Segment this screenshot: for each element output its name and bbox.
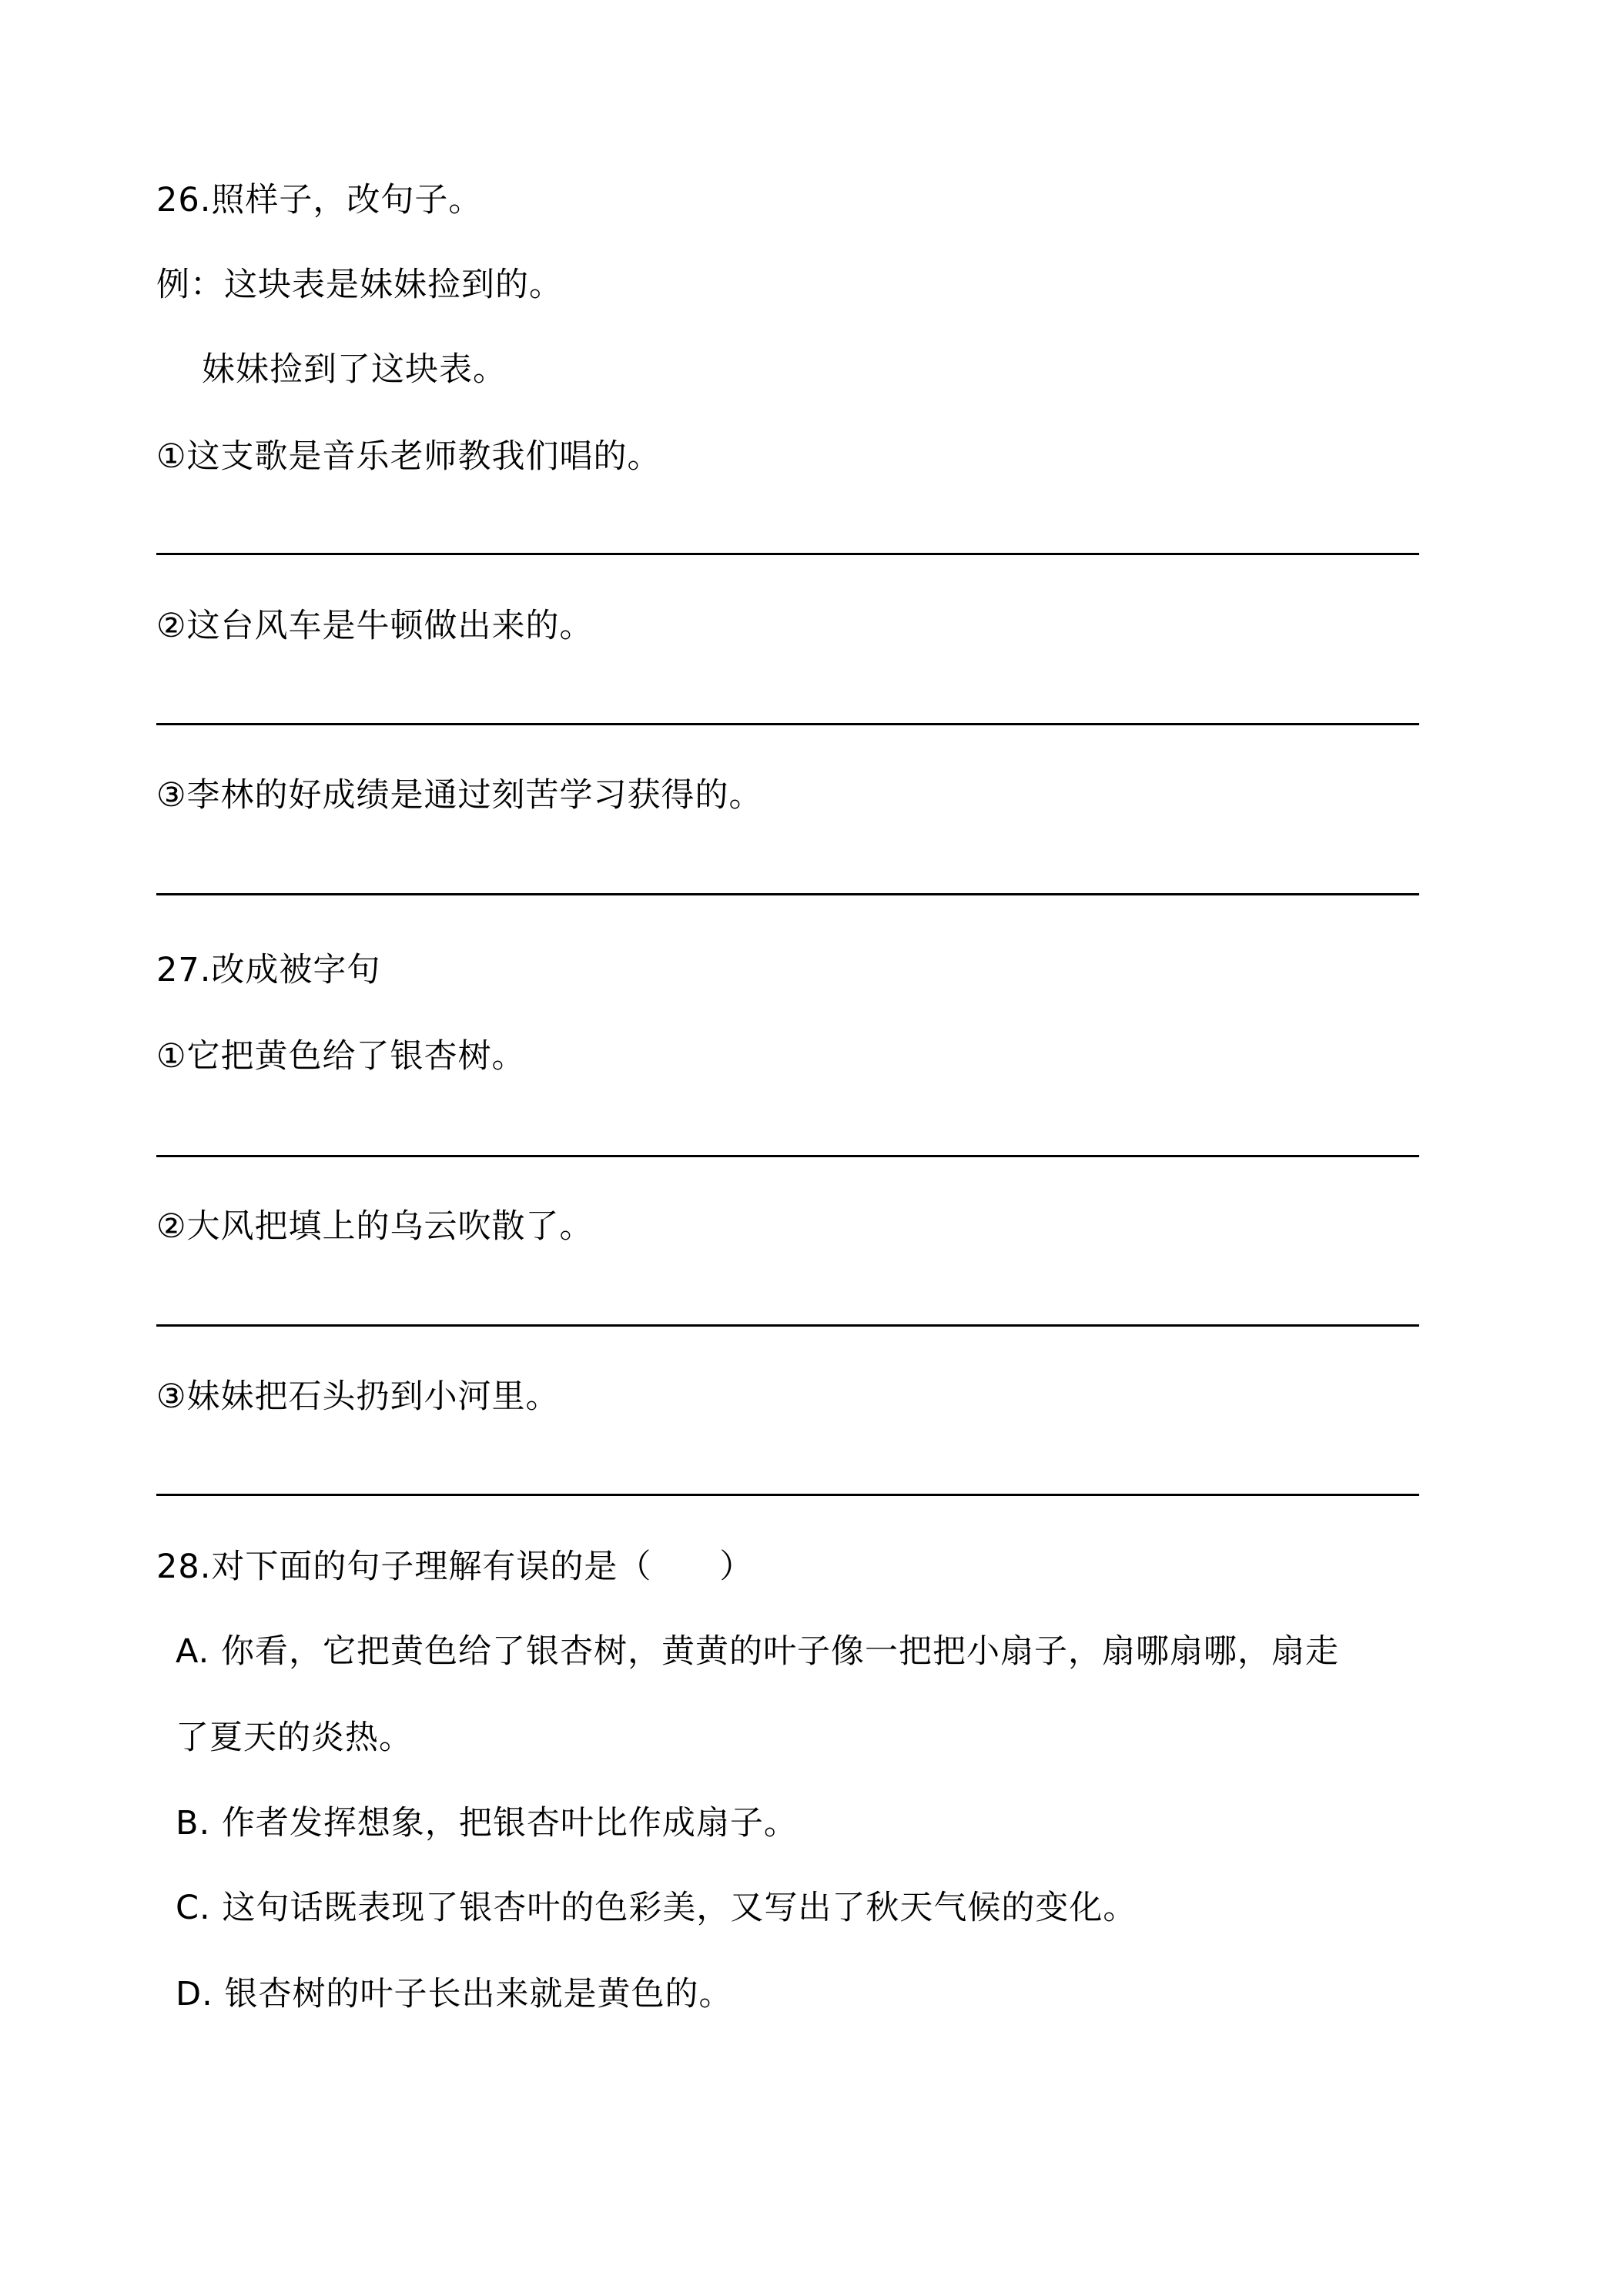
q27-item-1: ①它把黄色给了银杏树。 (156, 1037, 526, 1076)
q26-item-1: ①这支歌是音乐老师教我们唱的。 (156, 437, 661, 476)
q26-item-3: ③李林的好成绩是通过刻苦学习获得的。 (156, 776, 763, 815)
q28-option-a-line1: A. 你看，它把黄色给了银杏树，黄黄的叶子像一把把小扇子，扇哪扇哪，扇走 (176, 1632, 1339, 1671)
q27-answer-line-1[interactable] (156, 1155, 1419, 1157)
q26-example-answer: 妹妹捡到了这块表。 (202, 350, 507, 389)
q28-title: 28.对下面的句子理解有误的是（ ） (156, 1548, 754, 1586)
q26-answer-line-1[interactable] (156, 553, 1419, 555)
q27-answer-line-3[interactable] (156, 1494, 1419, 1496)
q26-example: 例：这块表是妹妹捡到的。 (156, 266, 563, 304)
q27-item-3: ③妹妹把石头扔到小河里。 (156, 1377, 560, 1416)
q26-answer-line-2[interactable] (156, 723, 1419, 725)
q26-answer-line-3[interactable] (156, 893, 1419, 895)
q28-option-a-line2: 了夏天的炎热。 (176, 1719, 413, 1757)
q28-option-b: B. 作者发挥想象，把银杏叶比作成扇子。 (176, 1804, 798, 1842)
q28-option-c: C. 这句话既表现了银杏叶的色彩美，又写出了秋天气候的变化。 (176, 1889, 1137, 1927)
q26-title: 26.照样子，改句子。 (156, 181, 483, 219)
q26-item-2: ②这台风车是牛顿做出来的。 (156, 607, 594, 645)
q28-option-d: D. 银杏树的叶子长出来就是黄色的。 (176, 1975, 733, 2013)
q27-title: 27.改成被字句 (156, 951, 381, 989)
q27-answer-line-2[interactable] (156, 1324, 1419, 1327)
q27-item-2: ②大风把填上的乌云吹散了。 (156, 1207, 594, 1246)
